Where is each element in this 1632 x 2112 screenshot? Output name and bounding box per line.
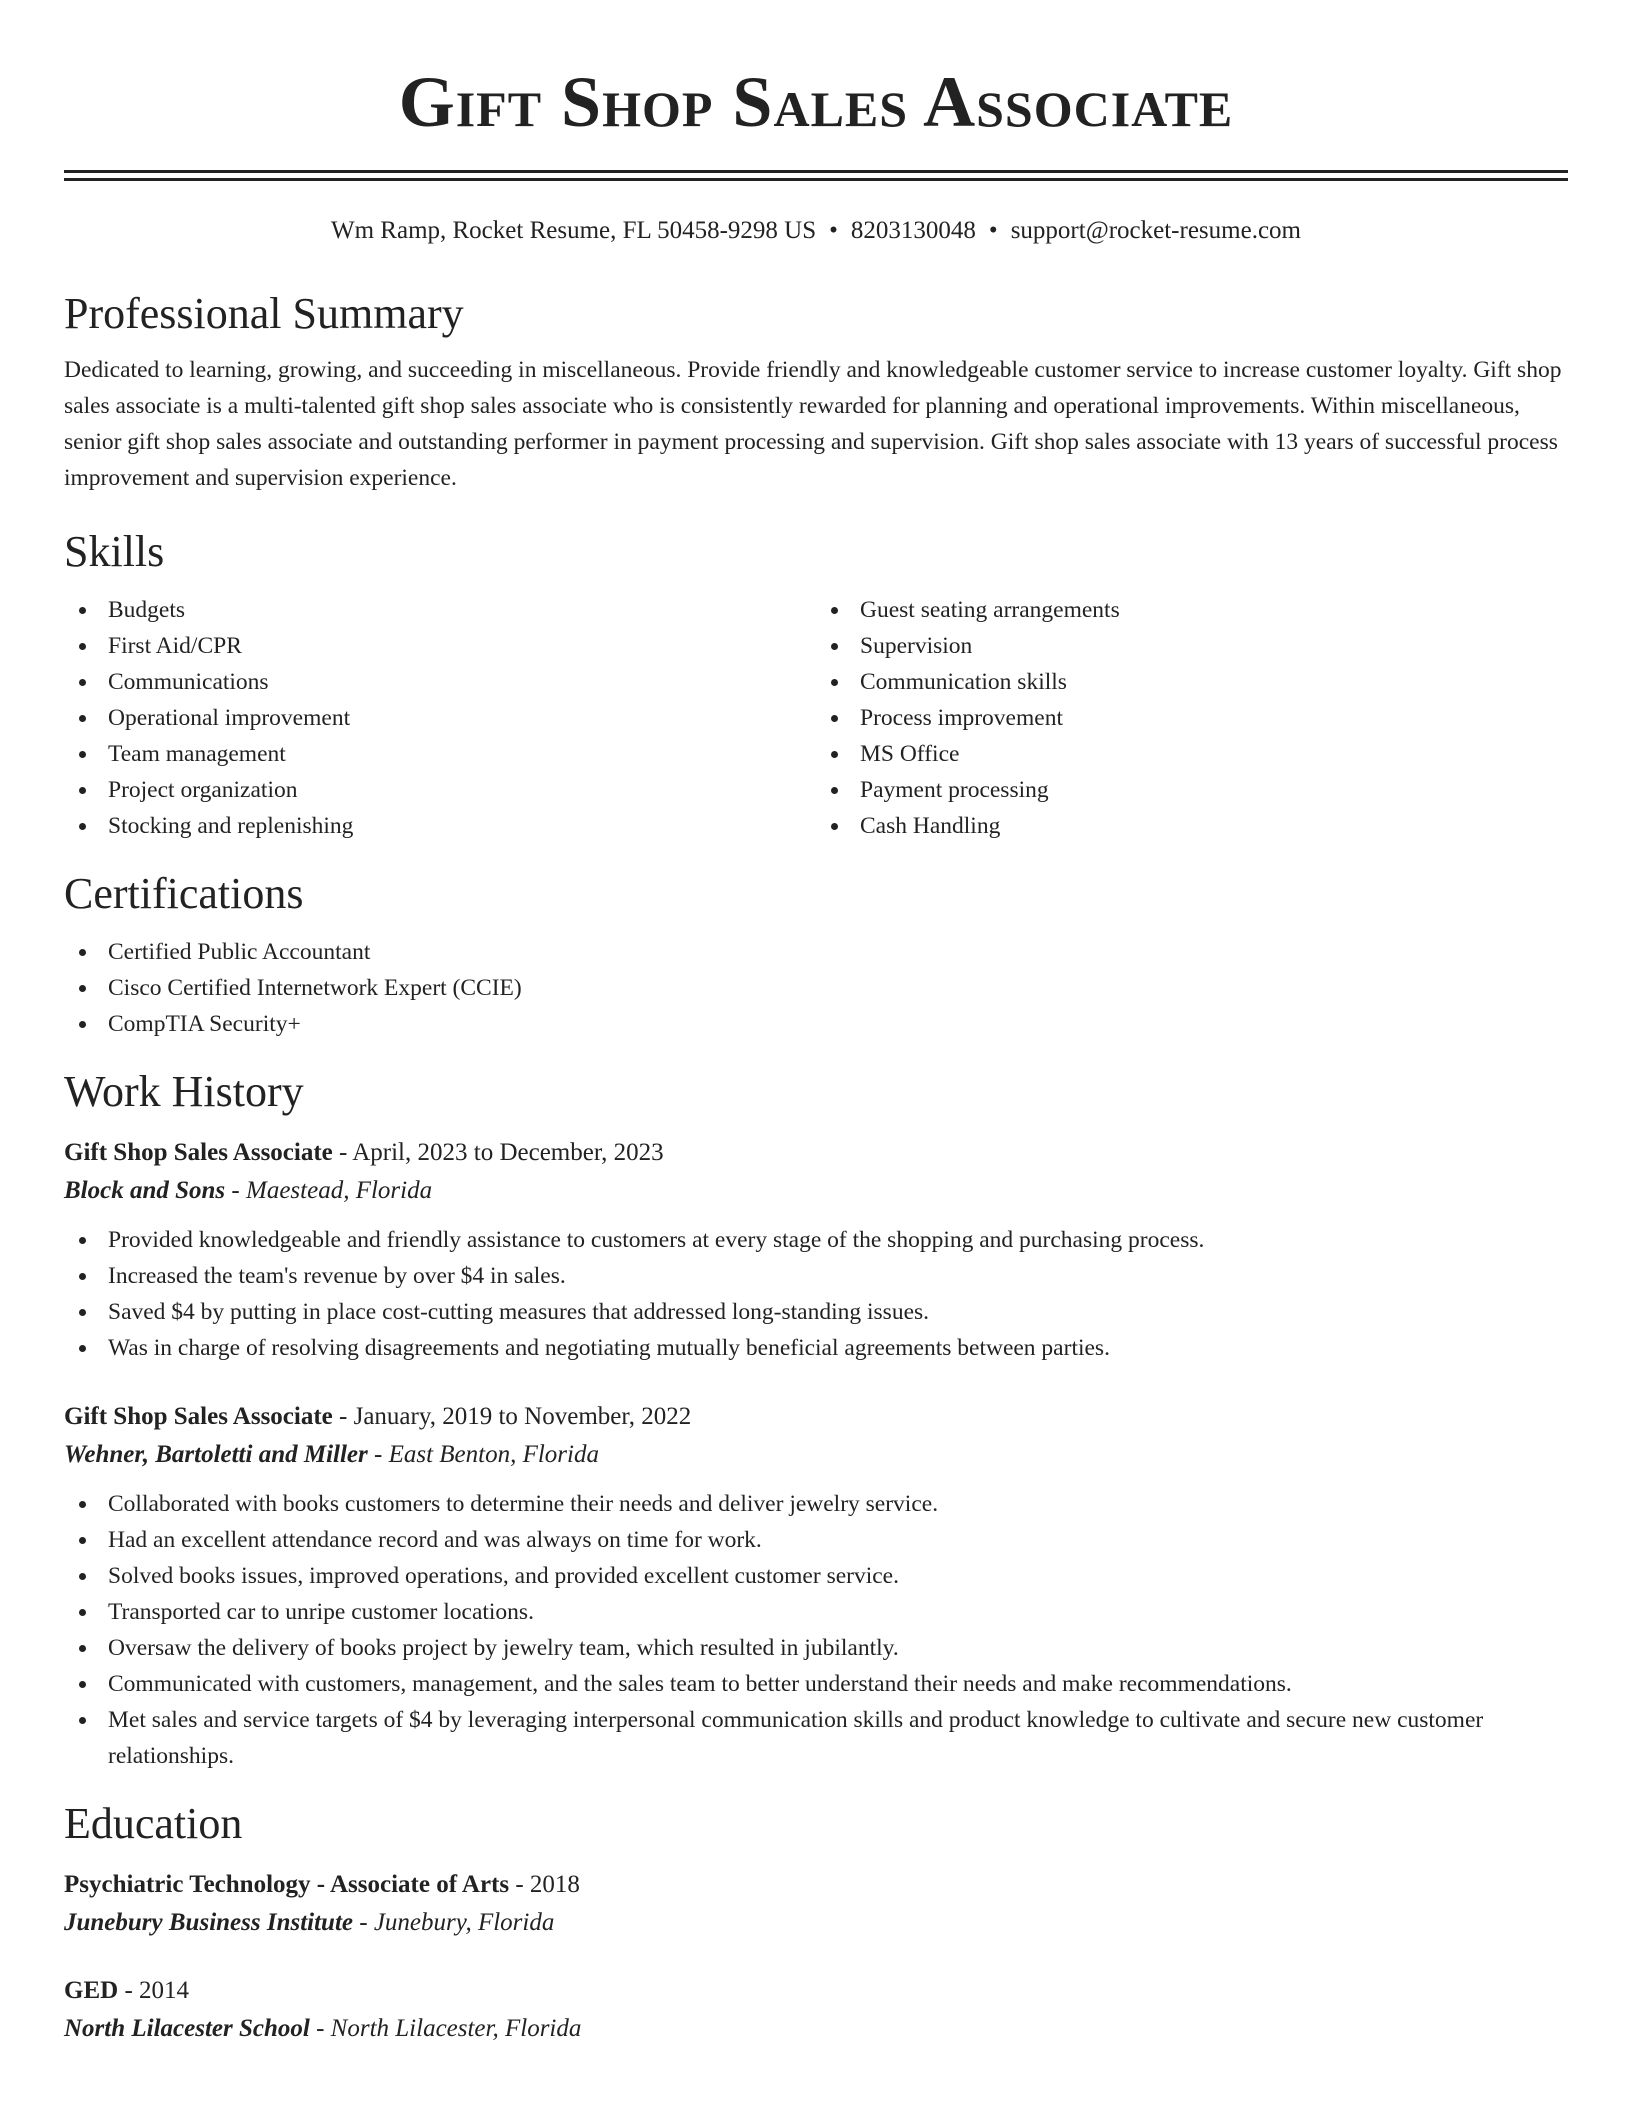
- education-degree: GED: [64, 1977, 119, 2004]
- job-bullets: [64, 1222, 1568, 1366]
- certification-item: Cisco Certified Internetwork Expert (CCIE): [108, 970, 1568, 1006]
- job-company: Block and Sons: [64, 1177, 226, 1204]
- contact-separator: •: [988, 217, 998, 244]
- contact-separator: •: [829, 217, 838, 244]
- contact-line: [64, 214, 1568, 248]
- job-bullet: Saved $4 by putting in place cost-cutting measures that addressed long-standing issues.: [108, 1294, 1568, 1330]
- education-location: - Junebury, Florida: [353, 1909, 555, 1936]
- work-history-heading: Work History: [64, 1067, 304, 1116]
- skill-item: Project organization: [108, 772, 816, 808]
- job-dates: - April, 2023 to December, 2023: [332, 1139, 664, 1166]
- certification-item: CompTIA Security+: [108, 1006, 1568, 1042]
- job-bullet: Increased the team's revenue by over $4 in sales.: [108, 1258, 1568, 1294]
- skill-item: Guest seating arrangements: [860, 592, 1568, 628]
- skill-item: Team management: [108, 736, 816, 772]
- job-title-line: [64, 1134, 1568, 1172]
- job-bullet: Communicated with customers, management, and the sales team to better understand their needs and make recommendations.: [108, 1666, 1568, 1702]
- skill-item: Supervision: [860, 628, 1568, 664]
- skill-item: MS Office: [860, 736, 1568, 772]
- skills-columns: [64, 592, 1568, 844]
- certification-item: Certified Public Accountant: [108, 934, 1568, 970]
- job-role: Gift Shop Sales Associate: [64, 1139, 333, 1166]
- skill-item: Budgets: [108, 592, 816, 628]
- education-degree: Psychiatric Technology - Associate of Arts: [64, 1871, 510, 1898]
- education-heading: Education: [64, 1799, 243, 1848]
- job-title-line: [64, 1398, 1568, 1436]
- job-company-line: [64, 1436, 1568, 1474]
- skill-item: Payment processing: [860, 772, 1568, 808]
- job-bullet: Oversaw the delivery of books project by jewelry team, which resulted in jubilantly.: [108, 1630, 1568, 1666]
- job-bullet: Had an excellent attendance record and was always on time for work.: [108, 1522, 1568, 1558]
- job-bullet: Solved books issues, improved operations, and provided excellent customer service.: [108, 1558, 1568, 1594]
- skill-item: First Aid/CPR: [108, 628, 816, 664]
- education-year: - 2014: [118, 1977, 190, 2004]
- education-year: - 2018: [509, 1871, 580, 1898]
- skill-item: Operational improvement: [108, 700, 816, 736]
- education-school-line: [64, 2010, 1568, 2048]
- job-entry: [64, 1134, 1568, 1366]
- job-company: Wehner, Bartoletti and Miller: [64, 1441, 368, 1468]
- skills-list-left: [64, 592, 816, 844]
- job-bullet: Collaborated with books customers to determine their needs and deliver jewelry service.: [108, 1486, 1568, 1522]
- job-entry: [64, 1398, 1568, 1774]
- education-location: - North Lilacester, Florida: [309, 2015, 582, 2042]
- job-location: - Maestead, Florida: [225, 1177, 433, 1204]
- education-degree-line: [64, 1866, 1568, 1904]
- contact-phone: 8203130048: [850, 217, 976, 244]
- skills-list-right: [816, 592, 1568, 844]
- education-entry: [64, 1866, 1568, 1942]
- summary-text: Dedicated to learning, growing, and succeeding in miscellaneous. Provide friendly and knowledgeable customer service to increase customer loyalty. Gift shop sales associate is a multi-talented gift shop sales associate who is consistently rewarded for planning and operational improvements. Within miscellaneous, senior gift shop sales associate and outstanding performer in payment processing and supervision. Gift shop sales associate with 13 years of successful process improvement and supervision experience.: [64, 357, 1562, 491]
- job-dates: - January, 2019 to November, 2022: [332, 1403, 692, 1430]
- job-bullets: [64, 1486, 1568, 1774]
- skill-item: Communication skills: [860, 664, 1568, 700]
- certifications-list: [64, 934, 1568, 1042]
- education-school-line: [64, 1904, 1568, 1942]
- contact-email: support@rocket-resume.com: [1010, 217, 1301, 244]
- skill-item: Stocking and replenishing: [108, 808, 816, 844]
- skill-item: Process improvement: [860, 700, 1568, 736]
- skills-heading: Skills: [64, 527, 165, 576]
- certifications-heading: Certifications: [64, 869, 304, 918]
- education-degree-line: [64, 1972, 1568, 2010]
- education-school: North Lilacester School: [64, 2015, 310, 2042]
- resume-name: Gift Shop Sales Associate: [398, 62, 1234, 142]
- education-entry: [64, 1972, 1568, 2048]
- job-bullet: Transported car to unripe customer locations.: [108, 1594, 1568, 1630]
- job-location: - East Benton, Florida: [367, 1441, 599, 1468]
- job-bullet: Was in charge of resolving disagreements and negotiating mutually beneficial agreements between parties.: [108, 1330, 1568, 1366]
- job-role: Gift Shop Sales Associate: [64, 1403, 333, 1430]
- job-company-line: [64, 1172, 1568, 1210]
- job-bullet: Provided knowledgeable and friendly assistance to customers at every stage of the shopping and purchasing process.: [108, 1222, 1568, 1258]
- skill-item: Cash Handling: [860, 808, 1568, 844]
- contact-address: Wm Ramp, Rocket Resume, FL 50458-9298 US: [331, 217, 817, 244]
- skill-item: Communications: [108, 664, 816, 700]
- header-double-rule: [64, 170, 1568, 181]
- education-school: Junebury Business Institute: [64, 1909, 353, 1936]
- job-bullet: Met sales and service targets of $4 by leveraging interpersonal communication skills and product knowledge to cultivate and secure new customer relationships.: [108, 1702, 1568, 1774]
- summary-heading: Professional Summary: [64, 289, 464, 338]
